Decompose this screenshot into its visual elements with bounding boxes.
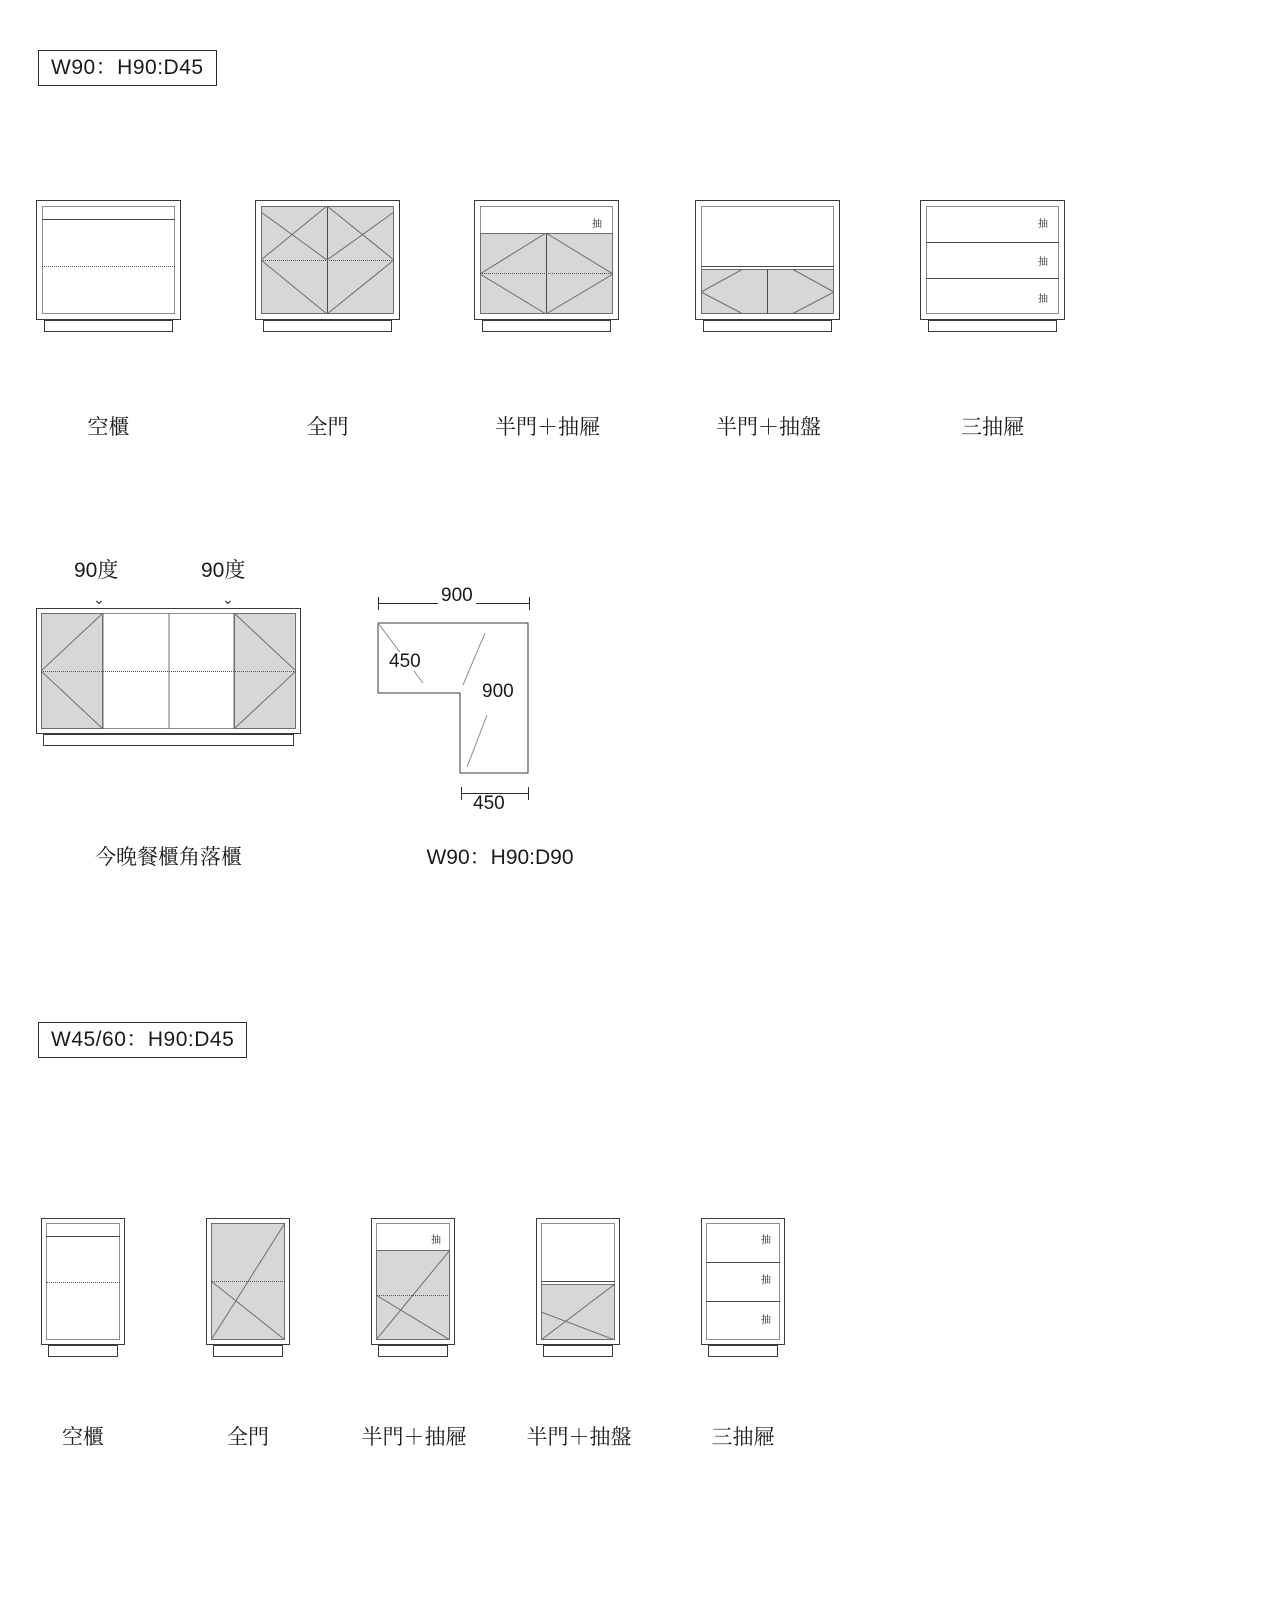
- drawer-divider-line-2: [706, 1301, 780, 1302]
- dim-tick-top-right: [529, 597, 530, 610]
- plinth: [48, 1345, 118, 1357]
- caption-half-door-tray-w4560: 半門＋抽盤: [526, 1426, 632, 1449]
- shelf-dotted-line: [211, 1281, 285, 1282]
- corner-plan-drawing: [375, 615, 545, 785]
- cabinet-open-w90: [36, 200, 181, 335]
- cabinet-open-w4560: [41, 1218, 125, 1360]
- drawer-label-2: 抽: [1038, 257, 1048, 268]
- shelf-dotted-line: [42, 266, 175, 267]
- caption-full-door-w4560: 全門: [227, 1426, 269, 1449]
- cabinet-full-door-w4560: [206, 1218, 290, 1360]
- dim-tick-bottom-right: [528, 787, 529, 800]
- plinth: [43, 734, 294, 746]
- plinth: [263, 320, 392, 332]
- drawer-divider-line-2: [926, 278, 1059, 279]
- door-diagram-lines: [541, 1284, 615, 1340]
- drawer-label: 抽: [431, 1235, 441, 1246]
- plinth: [482, 320, 611, 332]
- cabinet-full-door-w90: [255, 200, 400, 335]
- cabinet-inner-frame: [42, 206, 175, 314]
- drawer-divider-line-1: [706, 1262, 780, 1263]
- tray-divider-line: [701, 266, 834, 267]
- angle-caret-left-icon: ⌄: [93, 591, 105, 607]
- cabinet-three-drawer-w90: [920, 200, 1065, 335]
- angle-label-left: 90度: [74, 559, 119, 582]
- drawer-divider-line-1: [926, 242, 1059, 243]
- cabinet-half-door-tray-w4560: [536, 1218, 620, 1360]
- caption-corner-plan: W90：H90:D90: [426, 846, 574, 869]
- angle-label-right: 90度: [201, 559, 246, 582]
- cabinet-half-door-drawer-w4560: [371, 1218, 455, 1360]
- shelf-dotted-line: [480, 273, 613, 274]
- top-rail-line: [42, 219, 175, 220]
- caption-full-door-w90: 全門: [306, 416, 349, 439]
- caption-half-door-drawer-w4560: 半門＋抽屜: [361, 1426, 467, 1449]
- drawer-label-1: 抽: [1038, 219, 1048, 230]
- dim-text-bottom: 450: [470, 794, 508, 813]
- plinth: [543, 1345, 613, 1357]
- drawer-label-1: 抽: [761, 1235, 771, 1246]
- section-tag-w90: W90：H90:D45: [38, 50, 217, 86]
- plinth: [708, 1345, 778, 1357]
- caption-corner-cabinet: 今晚餐櫃角落櫃: [95, 846, 242, 869]
- plinth: [213, 1345, 283, 1357]
- shelf-dotted-line: [261, 260, 394, 261]
- drawer-label: 抽: [592, 219, 602, 230]
- tray-divider-line: [541, 1281, 615, 1282]
- caption-open-w4560: 空櫃: [62, 1426, 104, 1449]
- caption-three-drawer-w90: 三抽屜: [961, 416, 1024, 439]
- drawer-label-2: 抽: [761, 1275, 771, 1286]
- section-tag-w4560: W45/60：H90:D45: [38, 1022, 247, 1058]
- cabinet-corner: [36, 608, 301, 748]
- drawer-label-3: 抽: [1038, 294, 1048, 305]
- shelf-dotted-line: [376, 1295, 450, 1296]
- caption-three-drawer-w4560: 三抽屜: [711, 1426, 775, 1449]
- plinth: [703, 320, 832, 332]
- angle-caret-right-icon: ⌄: [222, 591, 234, 607]
- dim-text-top: 900: [438, 586, 476, 605]
- corner-plan-svg: [375, 615, 545, 785]
- plinth: [378, 1345, 448, 1357]
- plinth: [44, 320, 173, 332]
- door-diagram-lines: [701, 269, 834, 314]
- caption-open-w90: 空櫃: [87, 416, 130, 439]
- dim-text-left: 450: [386, 652, 424, 671]
- dim-tick-top-left: [378, 597, 379, 610]
- shelf-dotted-line: [41, 671, 296, 672]
- cabinet-three-drawer-w4560: [701, 1218, 785, 1360]
- cabinet-half-door-drawer-w90: [474, 200, 619, 335]
- cabinet-half-door-tray-w90: [695, 200, 840, 335]
- plinth: [928, 320, 1057, 332]
- dim-tick-bottom-left: [461, 787, 462, 800]
- shelf-dotted-line: [46, 1282, 120, 1283]
- caption-half-door-tray-w90: 半門＋抽盤: [716, 416, 821, 439]
- top-rail-line: [46, 1236, 120, 1237]
- dim-text-right: 900: [479, 682, 517, 701]
- caption-half-door-drawer-w90: 半門＋抽屜: [495, 416, 600, 439]
- drawer-label-3: 抽: [761, 1315, 771, 1326]
